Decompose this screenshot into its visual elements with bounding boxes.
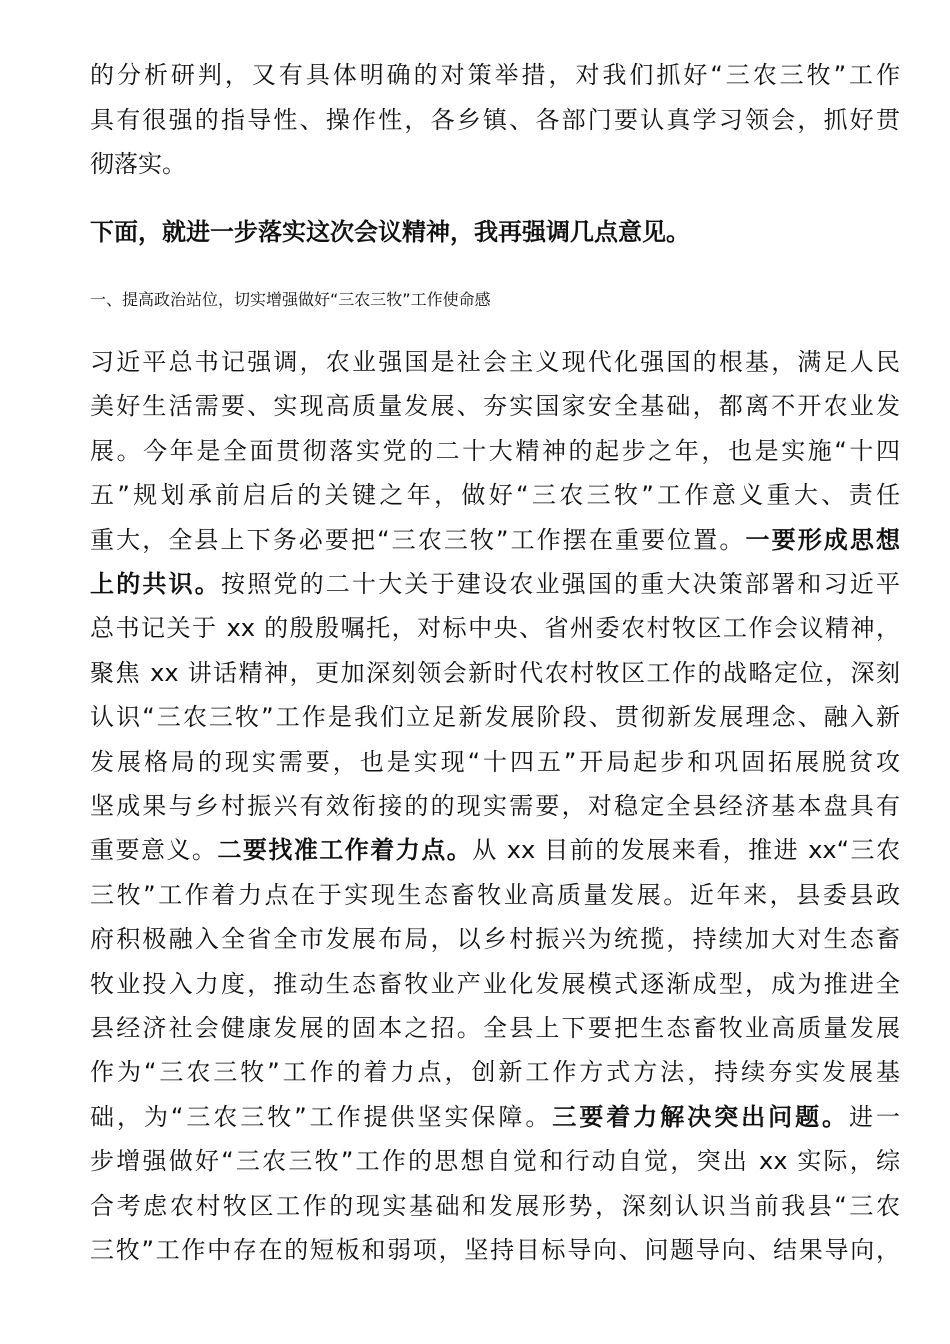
text-run: 县经济社会健康发展的固本之招。全县上下要把生态畜牧业高质量发展 (90, 1014, 900, 1042)
text-line (90, 525, 900, 555)
text-line (90, 658, 900, 688)
text-run: 彻落实。 (90, 150, 186, 178)
text-run: 础，为“三农三牧”工作提供坚实保障。 (90, 1102, 553, 1131)
text-line (90, 480, 900, 510)
text-run: 从 xx 目前的发展来看，推进 xx“三农 (472, 836, 901, 865)
text-line (90, 1191, 900, 1221)
text-run: 牧业投入力度，推动生态畜牧业产业化发展模式逐渐成型，成为推进全 (90, 969, 900, 998)
text-run: 三牧”工作着力点在于实现生态畜牧业高质量发展。近年来，县委县政 (90, 880, 900, 909)
text-run: 认识“三农三牧”工作是我们立足新发展阶段、贯彻新发展理念、融入新 (90, 703, 900, 732)
text-line (90, 791, 900, 821)
text-run: 重大，全县上下务必要把“三农三牧”工作摆在重要位置。 (90, 525, 746, 554)
text-run: 府积极融入全省全市发展布局，以乡村振兴为统揽，持续加大对生态畜 (90, 925, 900, 954)
text-run: 美好生活需要、实现高质量发展、夯实国家安全基础，都离不开农业发 (90, 392, 900, 421)
bold-text: 三要着力解决突出问题。 (552, 1102, 850, 1131)
text-line (90, 835, 900, 865)
text-line (90, 880, 900, 910)
text-run: 作为“三农三牧”工作的着力点，创新工作方式方法，持续夯实发展基 (90, 1058, 900, 1087)
text-line (90, 1057, 900, 1087)
text-run: 五”规划承前启后的关键之年，做好“三农三牧”工作意义重大、责任 (90, 481, 900, 510)
text-run: 习近平总书记强调，农业强国是社会主义现代化强国的根基，满足人民 (90, 348, 900, 376)
text-run: 重要意义。 (90, 836, 218, 865)
text-run: 按照党的二十大关于建设农业强国的重大决策部署和习近平 (221, 570, 900, 598)
section-heading: 一、提高政治站位，切实增强做好“三农三牧”工作使命感 (90, 290, 491, 309)
text-run: 总书记关于 xx 的殷殷嘱托，对标中央、省州委农村牧区工作会议精神， (90, 614, 900, 643)
text-line (90, 924, 900, 954)
text-run: 聚焦 xx 讲话精神，更加深刻领会新时代农村牧区工作的战略定位，深刻 (90, 658, 900, 687)
text-line (90, 149, 900, 179)
text-run: 进一 (849, 1102, 901, 1131)
text-line (90, 702, 900, 732)
text-line (90, 60, 900, 90)
text-run: 三牧”工作中存在的短板和弱项，坚持目标导向、问题导向、结果导向， (90, 1236, 900, 1264)
text-run: 合考虑农村牧区工作的现实基础和发展形势，深刻认识当前我县“三农 (90, 1191, 900, 1220)
text-line (90, 969, 900, 999)
text-line (90, 1146, 900, 1176)
text-line (90, 569, 900, 599)
text-line (90, 1102, 900, 1132)
text-run: 具有很强的指导性、操作性，各乡镇、各部门要认真学习领会，抓好贯 (90, 105, 900, 134)
bold-text: 二要找准工作着力点。 (217, 836, 473, 865)
text-line (90, 613, 900, 643)
text-line (90, 747, 900, 777)
text-line (90, 436, 900, 466)
text-run: 步增强做好“三农三牧”工作的思想自觉和行动自觉，突出 xx 实际，综 (90, 1147, 900, 1176)
bold-text: 上的共识。 (90, 570, 221, 598)
text-line (90, 1235, 900, 1265)
text-run: 的分析研判，又有具体明确的对策举措，对我们抓好“三农三牧”工作 (90, 61, 900, 89)
text-line (90, 105, 900, 135)
emphasis-sentence: 下面，就进一步落实这次会议精神，我再强调几点意见。 (90, 218, 690, 246)
text-run: 发展格局的现实需要，也是实现“十四五”开局起步和巩固拓展脱贫攻 (90, 747, 900, 776)
text-run: 坚成果与乡村振兴有效衔接的的现实需要，对稳定全县经济基本盘具有 (90, 792, 900, 820)
text-line (90, 391, 900, 421)
text-line (90, 347, 900, 377)
bold-text: 一要形成思想 (745, 525, 901, 554)
text-line (90, 1013, 900, 1043)
text-run: 展。今年是全面贯彻落实党的二十大精神的起步之年，也是实施“十四 (90, 436, 900, 465)
